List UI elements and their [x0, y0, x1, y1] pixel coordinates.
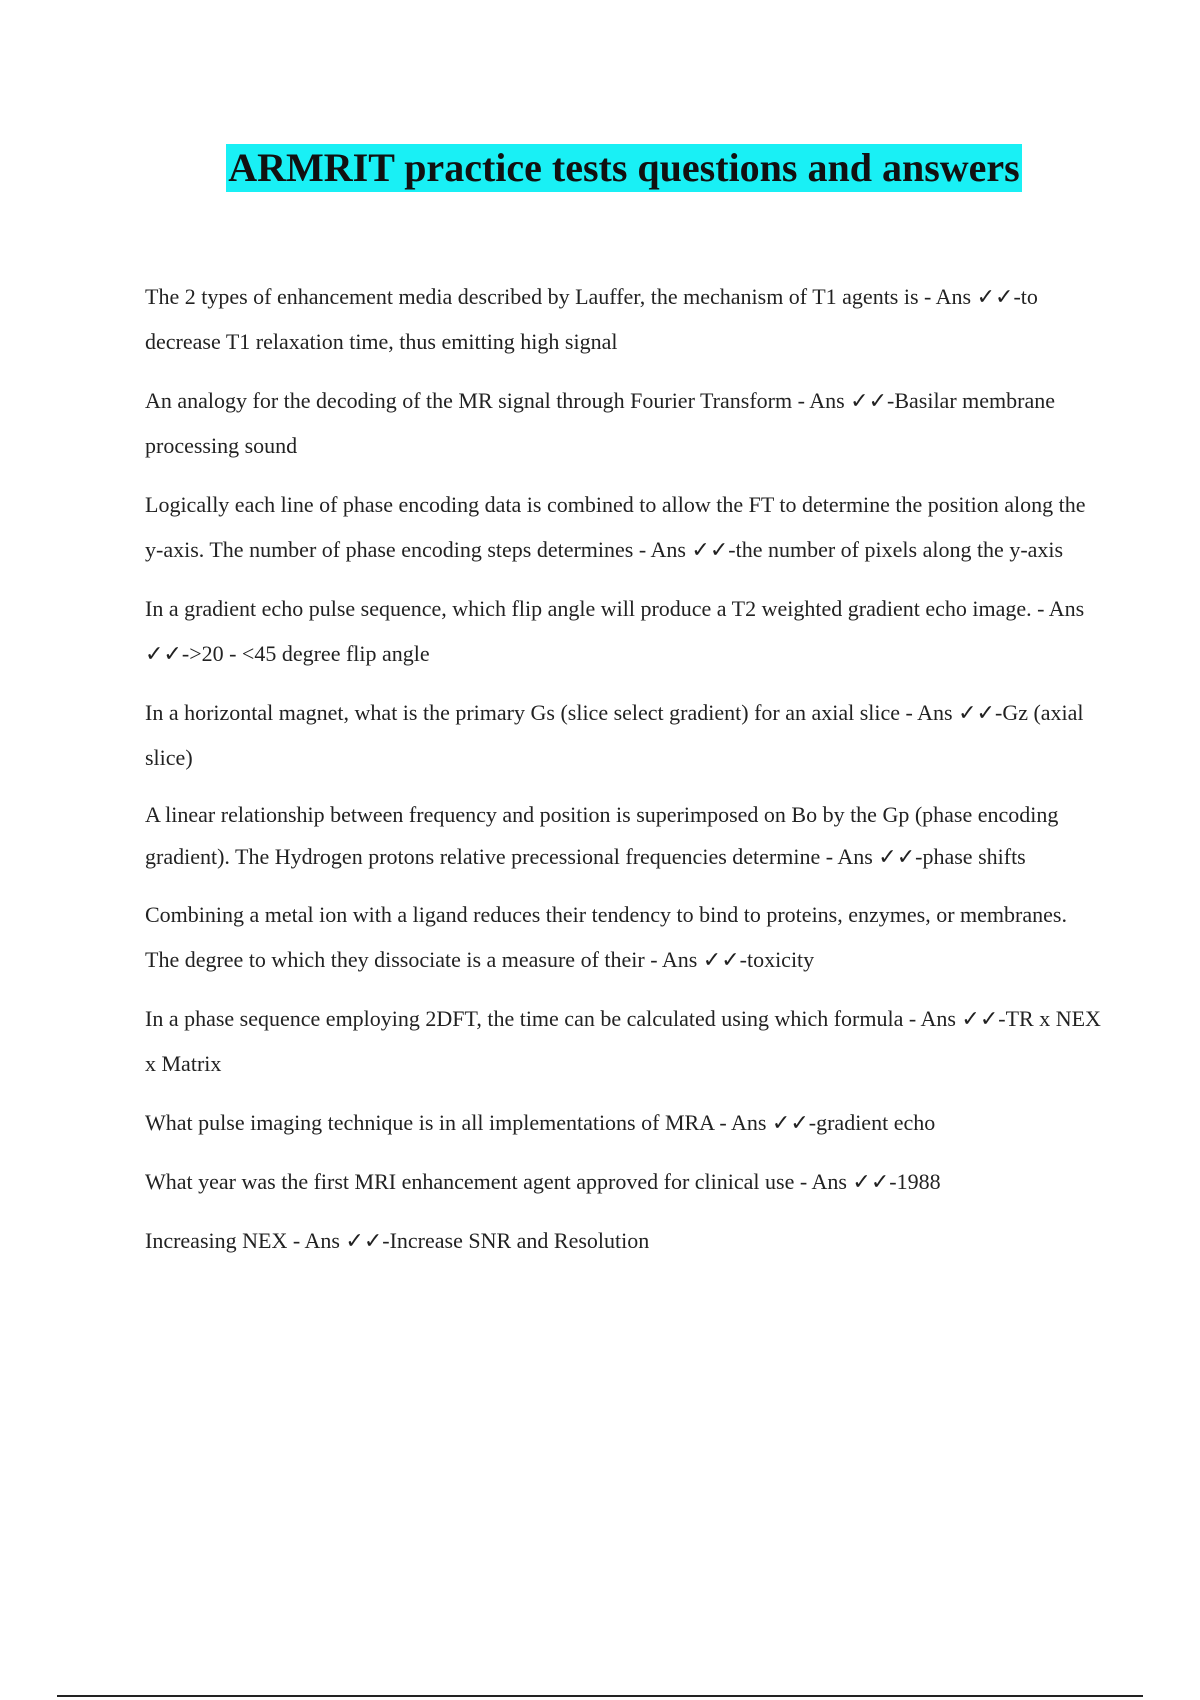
- qa-item: Combining a metal ion with a ligand reduces their tendency to bind to proteins, enzymes, or membranes. The degree to which they dissociate is a measure of their - Ans ✓✓-toxicity: [145, 902, 1067, 972]
- qa-item: Logically each line of phase encoding data is combined to allow the FT to determine the position along the y-axis. The number of phase encoding steps determines - Ans ✓✓-the number of pixels along the y-axis: [145, 492, 1086, 562]
- page-title: ARMRIT practice tests questions and answers: [228, 145, 1020, 190]
- qa-item: The 2 types of enhancement media described by Lauffer, the mechanism of T1 agents is - Ans ✓✓-to decrease T1 relaxation time, thus emitting high signal: [145, 284, 1038, 354]
- qa-item: An analogy for the decoding of the MR signal through Fourier Transform - Ans ✓✓-Basilar membrane processing sound: [145, 388, 1055, 458]
- footer-divider: [57, 1695, 1143, 1697]
- qa-list: [145, 274, 1105, 1277]
- qa-item: Increasing NEX - Ans ✓✓-Increase SNR and Resolution: [145, 1228, 650, 1253]
- qa-item: In a phase sequence employing 2DFT, the time can be calculated using which formula - Ans ✓✓-TR x NEX x Matrix: [145, 1006, 1101, 1076]
- qa-item: A linear relationship between frequency and position is superimposed on Bo by the Gp (phase encoding gradient). The Hydrogen protons relative precessional frequencies determine - Ans ✓✓-phase shifts: [145, 802, 1059, 869]
- qa-item: What year was the first MRI enhancement agent approved for clinical use - Ans ✓✓-1988: [145, 1169, 941, 1194]
- qa-item: What pulse imaging technique is in all implementations of MRA - Ans ✓✓-gradient echo: [145, 1110, 936, 1135]
- qa-item: In a gradient echo pulse sequence, which flip angle will produce a T2 weighted gradient echo image. - Ans ✓✓->20 - <45 degree flip angle: [145, 596, 1085, 666]
- title-container: [0, 144, 1200, 192]
- qa-item: In a horizontal magnet, what is the primary Gs (slice select gradient) for an axial slice - Ans ✓✓-Gz (axial slice): [145, 700, 1084, 770]
